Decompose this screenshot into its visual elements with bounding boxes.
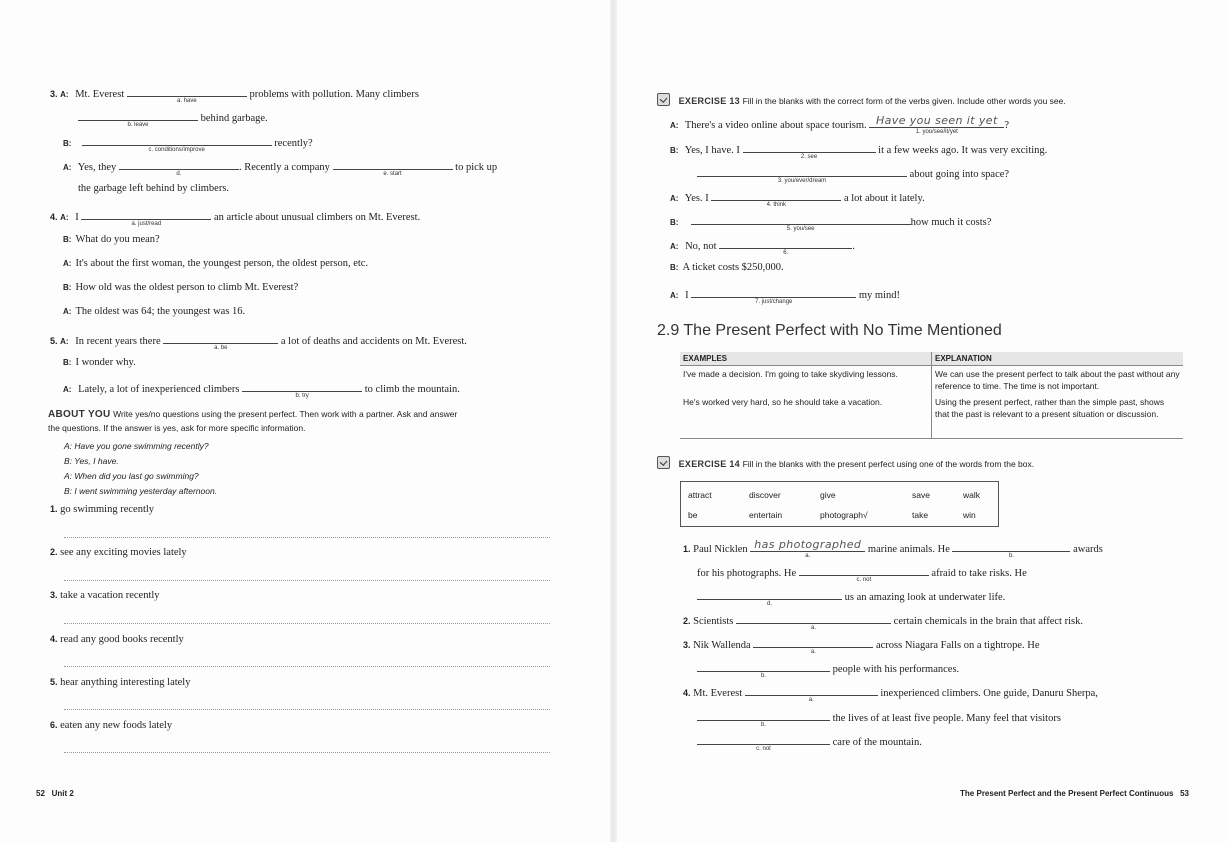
answer-line[interactable] [64,709,550,710]
ex14-q4-line1: 4. Mt. Everest a. inexperienced climbers. One guide, Danuru Sherpa, [683,685,1098,699]
unit-label: Unit 2 [51,789,74,798]
about-item: 2. see any exciting movies lately [50,547,187,558]
blank-14-1c[interactable]: c. not [799,565,929,576]
answer-line[interactable] [64,752,550,753]
word-item: save [912,490,930,500]
blank-3e[interactable]: e. start [333,159,453,170]
ex13-line2: B: Yes, I have. I 2. see it a few weeks ago. It was very exciting. [670,142,1047,156]
about-you-instructions: ABOUT YOU Write yes/no questions using the present perfect. Then work with a partner. Ask and answer [48,409,458,420]
q4-line2: B: What do you mean? [63,234,160,245]
ex13-line5: B: 5. you/see how much it costs? [670,214,991,228]
blank-4a[interactable]: a. just/read [81,209,211,220]
page-number: 53 [1180,789,1189,798]
blank-14-1d[interactable]: d. [697,589,842,600]
ex13-line6: A: No, not 6. . [670,238,855,252]
answer-line[interactable] [64,623,550,624]
q4-line4: B: How old was the oldest person to climb Mt. Everest? [63,282,299,293]
blank-3d[interactable]: d. [119,159,239,170]
about-item: 1. go swimming recently [50,504,155,515]
checkbox-icon [657,456,670,469]
word-box [680,481,999,527]
ex13-line8: A: I 7. just/change my mind! [670,287,900,301]
about-you-instructions-2: the questions. If the answer is yes, ask for more specific information. [48,423,306,433]
about-item: 6. eaten any new foods lately [50,720,173,731]
word-item: walk [963,490,981,500]
word-item: entertain [749,510,783,520]
word-item: photograph√ [820,510,868,520]
q4-line5: A: The oldest was 64; the youngest was 16. [63,306,246,317]
page-gutter [610,0,617,842]
right-page [617,0,1227,842]
word-item: be [688,510,698,520]
col-header-examples: EXAMPLES [680,352,932,366]
q3-line4: A: Yes, they d. . Recently a company e. start to pick up [63,159,497,173]
about-item: 3. take a vacation recently [50,590,160,601]
ex13-line7: B: A ticket costs $250,000. [670,262,784,273]
blank-13-5[interactable]: 5. you/see [691,214,911,225]
blank-14-1b[interactable]: b. [952,541,1070,552]
answer-line[interactable] [64,580,550,581]
q5-line2: B: I wonder why. [63,357,136,368]
ex14-q1-line3: d. us an amazing look at underwater life. [697,589,1005,603]
blank-13-4[interactable]: 4. think [711,190,841,201]
blank-3a[interactable]: a. have [127,86,247,97]
q4-line1: 4. A: I a. just/read an article about unusual climbers on Mt. Everest. [50,209,420,223]
blank-5b[interactable]: b. try [242,381,362,392]
ex13-line1: A: There's a video online about space tourism. Have you seen it yet 1. you/see/it/yet ? [670,114,1009,135]
ex14-q1-line2: for his photographs. He c. not afraid to take risks. He [697,565,1027,579]
about-item: 4. read any good books recently [50,634,184,645]
col-header-explanation: EXPLANATION [932,352,1184,366]
table-cell: We can use the present perfect to talk about the past without any reference to time. The time is not important. [935,369,1180,391]
blank-14-2a[interactable]: a. [736,613,891,624]
q5-line1: 5. A: In recent years there a. be a lot of deaths and accidents on Mt. Everest. [50,333,467,347]
blank-14-4b[interactable]: b. [697,710,830,721]
word-item: win [963,510,976,520]
blank-14-4c[interactable]: c. not [697,734,830,745]
ex14-q3-line2: b. people with his performances. [697,661,959,675]
blank-13-2[interactable]: 2. see [743,142,876,153]
word-item: take [912,510,929,520]
blank-13-6[interactable]: 6. [719,238,852,249]
checkbox-icon [657,93,670,106]
example-line: A: When did you last go swimming? [64,471,199,481]
example-line: B: Yes, I have. [64,456,119,466]
ex13-line4: A: Yes. I 4. think a lot about it lately. [670,190,925,204]
word-item: discover [749,490,781,500]
q3-line2: b. leave behind garbage. [78,110,268,124]
q3-line1: 3. A: Mt. Everest a. have problems with pollution. Many climbers [50,86,419,100]
blank-14-3a[interactable]: a. [753,637,873,648]
blank-13-3[interactable]: 3. you/ever/dream [697,166,907,177]
word-item: attract [688,490,712,500]
word-item: give [820,490,836,500]
section-title: 2.9 The Present Perfect with No Time Mentioned [657,322,1002,339]
examples-table [680,352,1183,439]
exercise-14-heading: EXERCISE 14 Fill in the blanks with the present perfect using one of the words from the box. [657,456,1034,470]
answer-line[interactable] [64,537,550,538]
blank-14-3b[interactable]: b. [697,661,830,672]
answer-line[interactable] [64,666,550,667]
table-cell: I've made a decision. I'm going to take skydiving lessons. [680,366,932,395]
ex13-line3: 3. you/ever/dream about going into space? [697,166,1009,180]
ex14-q2-line1: 2. Scientists a. certain chemicals in the brain that affect risk. [683,613,1083,627]
page-footer-right [960,789,1189,798]
ex14-q1-line1: 1. Paul Nicklen has photographed a. marine animals. He b. awards [683,538,1103,559]
q3-line5: the garbage left behind by climbers. [78,183,230,194]
q4-line3: A: It's about the first woman, the youngest person, the oldest person, etc. [63,258,369,269]
blank-3b[interactable]: b. leave [78,110,198,121]
left-page [0,0,610,842]
example-line: B: I went swimming yesterday afternoon. [64,486,218,496]
blank-14-4a[interactable]: a. [745,685,878,696]
blank-14-1a[interactable]: has photographed a. [750,541,865,552]
ex14-q4-line3: c. not care of the mountain. [697,734,922,748]
table-cell: Using the present perfect, rather than the simple past, shows that the past is relevant to a present situation or discussion. [935,397,1165,419]
exercise-13-heading: EXERCISE 13 Fill in the blanks with the correct form of the verbs given. Include other words you see. [657,93,1066,107]
chapter-label: The Present Perfect and the Present Perfect Continuous [960,789,1174,798]
page-footer-left [36,789,74,798]
blank-13-7[interactable]: 7. just/change [691,287,856,298]
q5-line3: A: Lately, a lot of inexperienced climbers b. try to climb the mountain. [63,381,460,395]
about-item: 5. hear anything interesting lately [50,677,191,688]
table-cell: He's worked very hard, so he should take a vacation. [680,394,932,439]
blank-3c[interactable]: c. conditions/improve [82,135,272,146]
blank-13-1[interactable]: Have you seen it yet 1. you/see/it/yet [869,117,1004,128]
blank-5a[interactable]: a. be [163,333,278,344]
q3-line3: B: c. conditions/improve recently? [63,135,313,149]
ex14-q3-line1: 3. Nik Wallenda a. across Niagara Falls on a tightrope. He [683,637,1040,651]
example-line: A: Have you gone swimming recently? [64,441,209,451]
page-number: 52 [36,789,45,798]
ex14-q4-line2: b. the lives of at least five people. Many feel that visitors [697,710,1061,724]
